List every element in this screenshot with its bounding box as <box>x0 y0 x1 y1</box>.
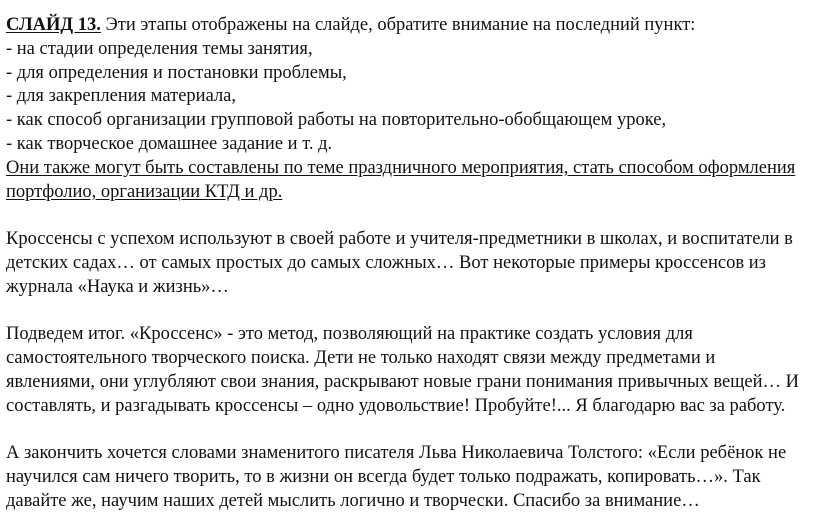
bullet-item: - как способ организации групповой работы на повторительно-обобщающем уроке, <box>6 110 667 131</box>
paragraph-line: А закончить хочется словами знаменитого писателя Льва Николаевича Толстого: «Если ребёнок не <box>6 443 787 464</box>
paragraph-line: явлениями, они углубляют свои знания, раскрывают новые грани понимания привычных вещей… И <box>6 371 800 392</box>
paragraph-line: Кроссенсы с успехом используют в своей работе и учителя-предметники в школах, и воспитатели в <box>6 229 793 250</box>
document-body <box>6 14 812 514</box>
paragraph-line: детских садах… от самых простых до самых сложных… Вот некоторые примеры кроссенсов из <box>6 252 766 273</box>
paragraph-line: самостоятельного творческого поиска. Дети не только находят связи между предметами и <box>6 348 716 369</box>
intro-text: Эти этапы отображены на слайде, обратите внимание на последний пункт: <box>100 15 696 35</box>
underlined-line: Они также могут быть составлены по теме праздничного мероприятия, стать способом оформления <box>6 157 796 178</box>
heading-line <box>6 14 812 38</box>
bullet-item: - как творческое домашнее задание и т. д. <box>6 133 333 154</box>
bullet-item: - на стадии определения темы занятия, <box>6 38 313 59</box>
paragraph-line: Подведем итог. «Кроссенс» - это метод, позволяющий на практике создать условия для <box>6 324 693 345</box>
bullet-item: - для определения и постановки проблемы, <box>6 62 347 83</box>
slide-label: СЛАЙД 13. <box>6 15 101 35</box>
blank-line <box>6 204 812 228</box>
paragraph-line: давайте же, научим наших детей мыслить логично и творчески. Спасибо за внимание… <box>6 490 700 511</box>
bullet-item: - для закрепления материала, <box>6 86 237 107</box>
paragraph-line: составлять, и разгадывать кроссенсы – одно удовольствие! Пробуйте!... Я благодарю вас за работу. <box>6 395 786 416</box>
blank-line <box>6 419 812 443</box>
blank-line <box>6 300 812 324</box>
paragraph-line: журнала «Наука и жизнь»… <box>6 276 229 297</box>
paragraph-line: научился сам ничего творить, то в жизни он всегда будет только подражать, копировать…». Так <box>6 467 761 488</box>
underlined-line: портфолио, организации КТД и др. <box>6 181 283 202</box>
